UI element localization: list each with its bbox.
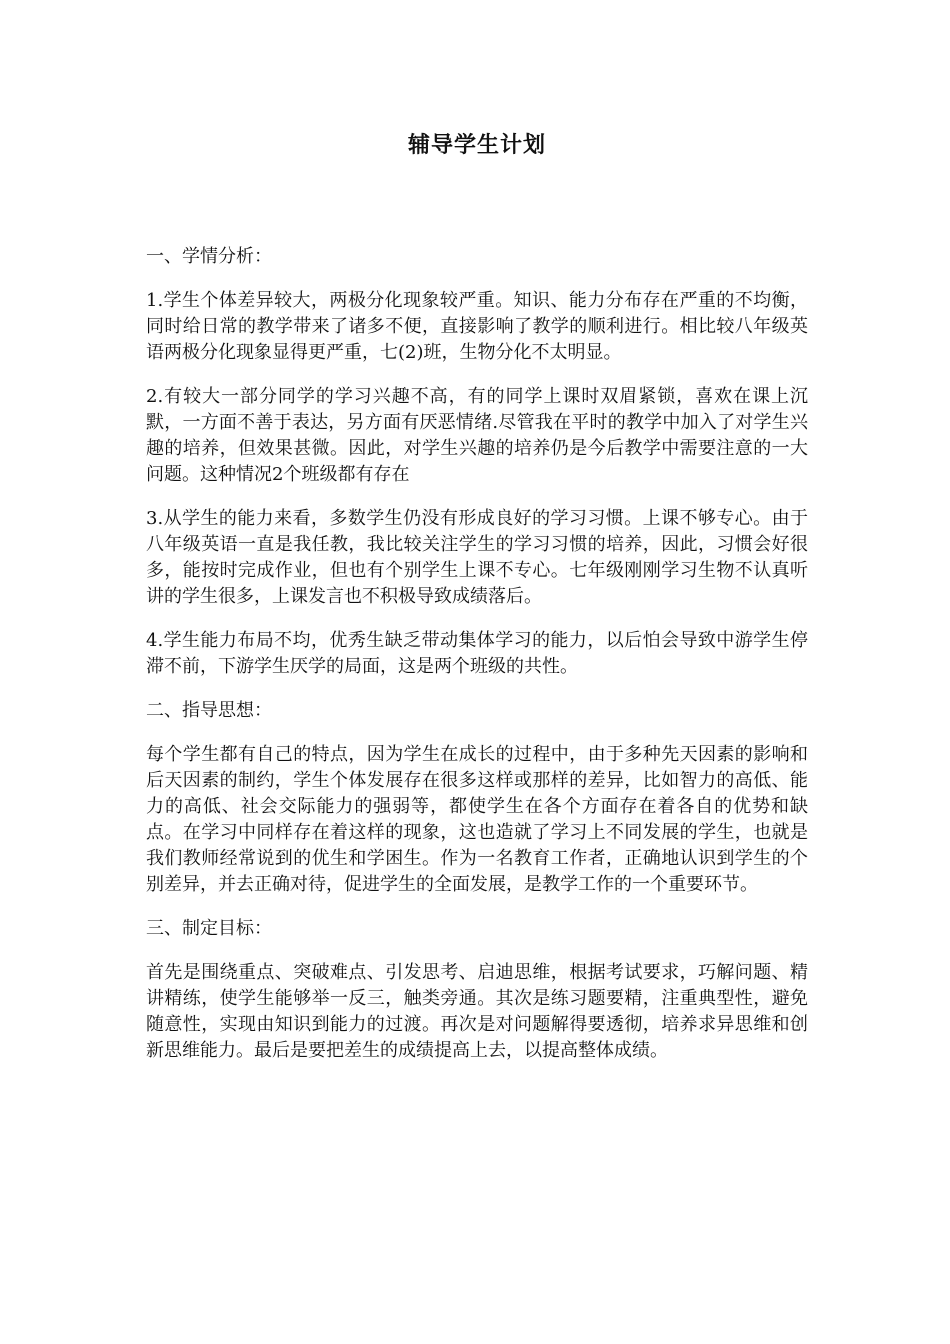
section-heading: 三、制定目标：: [146, 918, 272, 939]
paragraph: 首先是围绕重点、突破难点、引发思考、启迪思维，根据考试要求，巧解问题、精讲精练，使学生能够举一反三，触类旁通。其次是练习题要精，注重典型性，避免随意性，实现由知识到能力的过渡。再次是对问题解得要透彻，培养求异思维和创新思维能力。最后是要把差生的成绩提高上去，以提高整体成绩。: [146, 962, 808, 1061]
document-title: 辅导学生计划: [407, 133, 546, 158]
section-goals: [146, 916, 808, 1064]
paragraph: 1.学生个体差异较大，两极分化现象较严重。知识、能力分布存在严重的不均衡，同时给日常的教学带来了诸多不便，直接影响了教学的顺利进行。相比较八年级英语两极分化现象显得更严重，七(2)班，生物分化不太明显。: [146, 290, 808, 363]
paragraph: 2.有较大一部分同学的学习兴趣不高，有的同学上课时双眉紧锁，喜欢在课上沉默，一方面不善于表达，另方面有厌恶情绪.尽管我在平时的教学中加入了对学生兴趣的培养，但效果甚微。因此，对学生兴趣的培养仍是今后教学中需要注意的一大问题。这种情况2个班级都有存在: [146, 386, 808, 485]
section-student-analysis: [146, 244, 808, 680]
document-page: [146, 130, 808, 1082]
paragraph: 每个学生都有自己的特点，因为学生在成长的过程中，由于多种先天因素的影响和后天因素的制约，学生个体发展存在很多这样或那样的差异，比如智力的高低、能力的高低、社会交际能力的强弱等，都使学生在各个方面存在着各自的优势和缺点。在学习中同样存在着这样的现象，这也造就了学习上不同发展的学生，也就是我们教师经常说到的优生和学困生。作为一名教育工作者，正确地认识到学生的个别差异，并去正确对待，促进学生的全面发展，是教学工作的一个重要环节。: [146, 744, 808, 895]
section-heading: 二、指导思想：: [146, 700, 272, 721]
section-guiding-ideas: [146, 698, 808, 898]
section-heading: 一、学情分析：: [146, 246, 272, 267]
paragraph: 4.学生能力布局不均，优秀生缺乏带动集体学习的能力，以后怕会导致中游学生停滞不前，下游学生厌学的局面，这是两个班级的共性。: [146, 630, 808, 677]
paragraph: 3.从学生的能力来看，多数学生仍没有形成良好的学习习惯。上课不够专心。由于八年级英语一直是我任教，我比较关注学生的学习习惯的培养，因此，习惯会好很多，能按时完成作业，但也有个别学生上课不专心。七年级刚刚学习生物不认真听讲的学生很多，上课发言也不积极导致成绩落后。: [146, 508, 808, 607]
